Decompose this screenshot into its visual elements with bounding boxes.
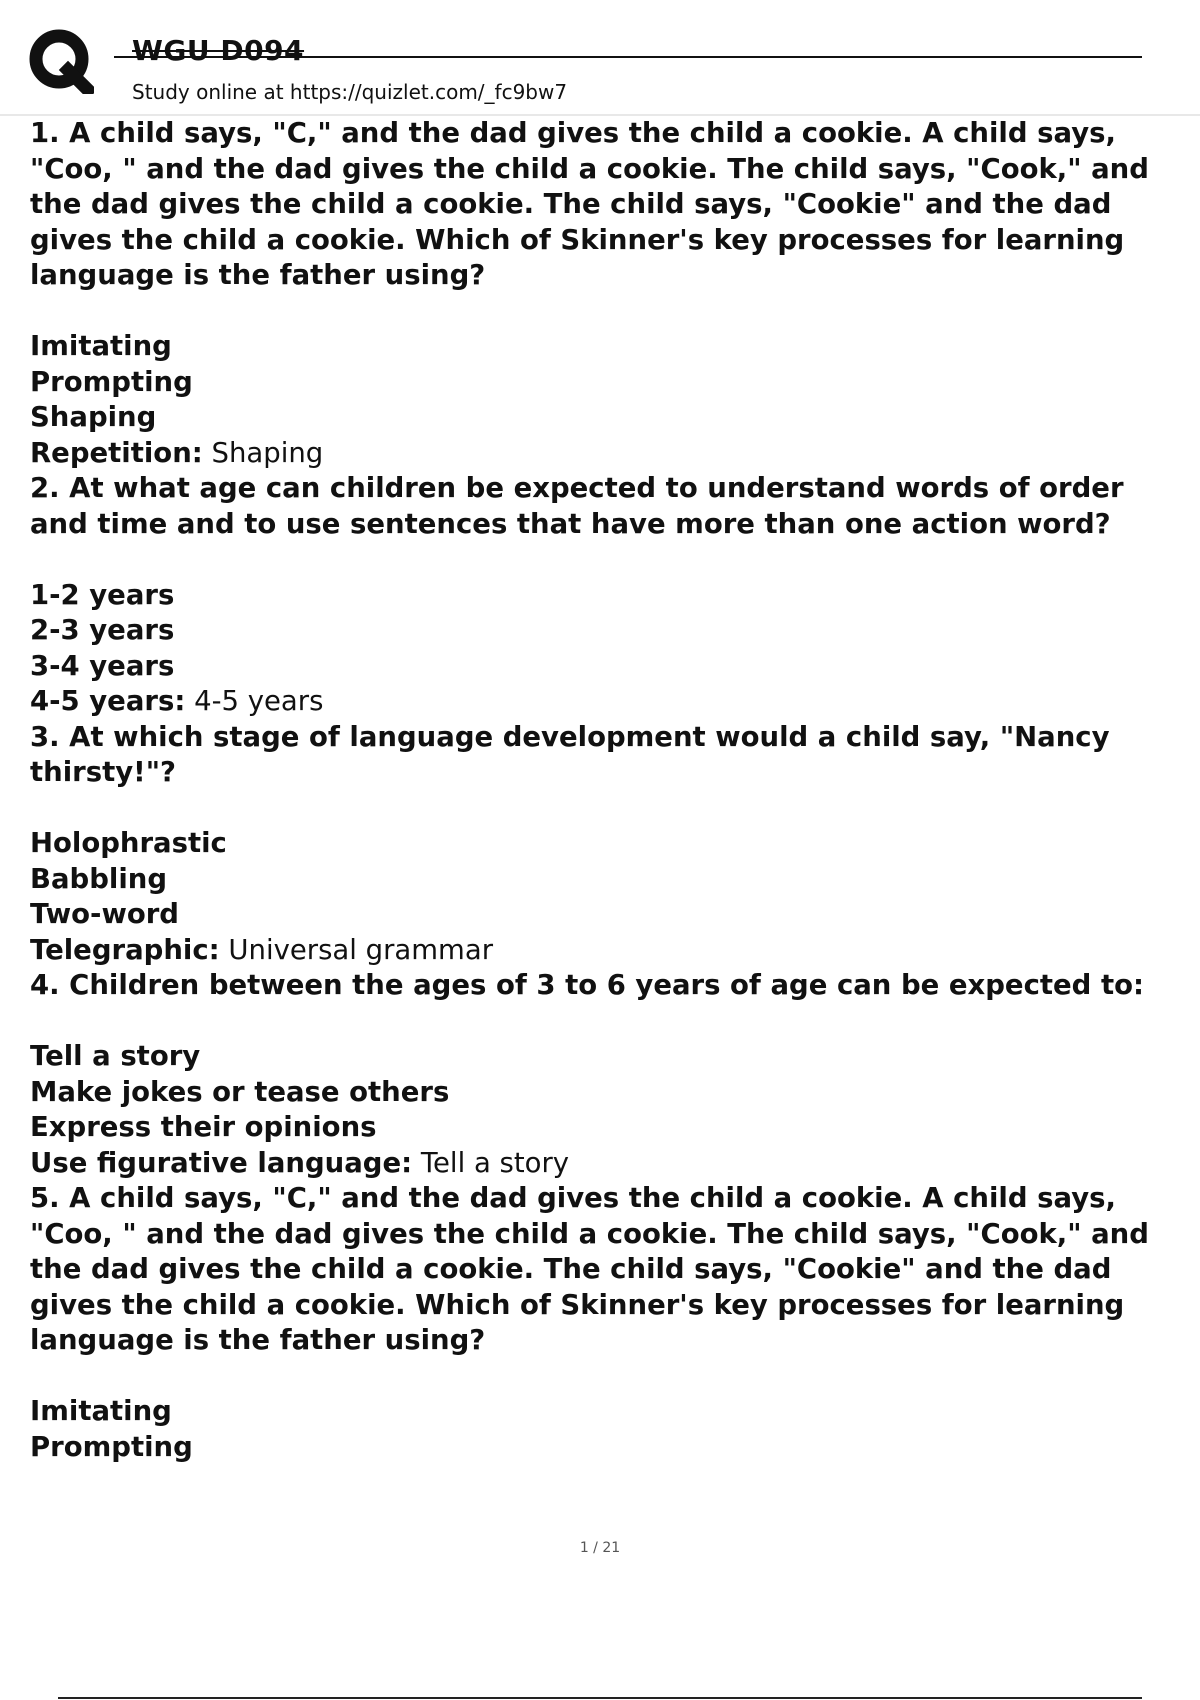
answer: Shaping	[211, 436, 324, 469]
option: 2-3 years	[30, 614, 175, 646]
option: Imitating	[30, 330, 172, 362]
last-option-line	[30, 933, 1170, 969]
last-option-line	[30, 684, 1170, 720]
option: Prompting	[30, 365, 193, 398]
question-text: 1. A child says, "C," and the dad gives the child a cookie. A child says, "Coo, " and the dad gives the child a cookie. The child says, "Cook," and the dad gives the child a cookie. The child says, "Cookie" and the dad gives the child a cookie. Which of Skinner's key processes for learning language is the father using?	[30, 117, 1149, 291]
page-number: 1 / 21	[579, 1540, 621, 1556]
option: Prompting	[30, 1430, 193, 1463]
option-list	[30, 578, 1170, 720]
option: Repetition:	[30, 436, 203, 469]
question-text: 2. At what age can children be expected to understand words of order and time and to use sentences that have more than one action word?	[30, 472, 1124, 540]
question-block	[30, 1181, 1170, 1465]
option-list	[30, 1039, 1170, 1181]
answer: Tell a story	[420, 1146, 570, 1179]
option: Telegraphic:	[30, 933, 220, 966]
question-block	[30, 116, 1170, 471]
option: Use figurative language:	[30, 1146, 413, 1179]
option-list	[30, 1394, 1170, 1465]
document-title: WGU D094	[132, 34, 305, 67]
last-option-line	[30, 436, 1170, 472]
option-list	[30, 826, 1170, 968]
question-block	[30, 471, 1170, 720]
study-link[interactable]: Study online at https://quizlet.com/_fc9bw7	[132, 80, 568, 104]
option: Two-word	[30, 898, 179, 930]
option: Tell a story	[30, 1040, 201, 1072]
option: Shaping	[30, 401, 157, 433]
option: Babbling	[30, 862, 168, 895]
question-text: 3. At which stage of language development would a child say, "Nancy thirsty!"?	[30, 720, 1110, 788]
option: 1-2 years	[30, 578, 175, 611]
option: Holophrastic	[30, 827, 227, 859]
answer: 4-5 years	[194, 685, 324, 717]
question-text: 5. A child says, "C," and the dad gives the child a cookie. A child says, "Coo, " and the dad gives the child a cookie. The child says, "Cook," and the dad gives the child a cookie. The child says, "Cookie" and the dad gives the child a cookie. Which of Skinner's key processes for learning language is the father using?	[30, 1182, 1149, 1356]
page-header	[0, 0, 1200, 118]
option: 3-4 years	[30, 649, 175, 682]
question-text: 4. Children between the ages of 3 to 6 years of age can be expected to:	[30, 969, 1144, 1001]
footer-divider	[58, 1697, 1142, 1699]
option: Imitating	[30, 1395, 172, 1427]
option: Express their opinions	[30, 1111, 377, 1143]
option: Make jokes or tease others	[30, 1075, 450, 1108]
quizlet-q-logo-icon	[28, 28, 94, 94]
question-list	[30, 116, 1170, 1465]
option: 4-5 years:	[30, 685, 186, 717]
question-block	[30, 720, 1170, 969]
option-list	[30, 329, 1170, 471]
last-option-line	[30, 1146, 1170, 1182]
question-block	[30, 968, 1170, 1181]
answer: Universal grammar	[228, 933, 493, 966]
